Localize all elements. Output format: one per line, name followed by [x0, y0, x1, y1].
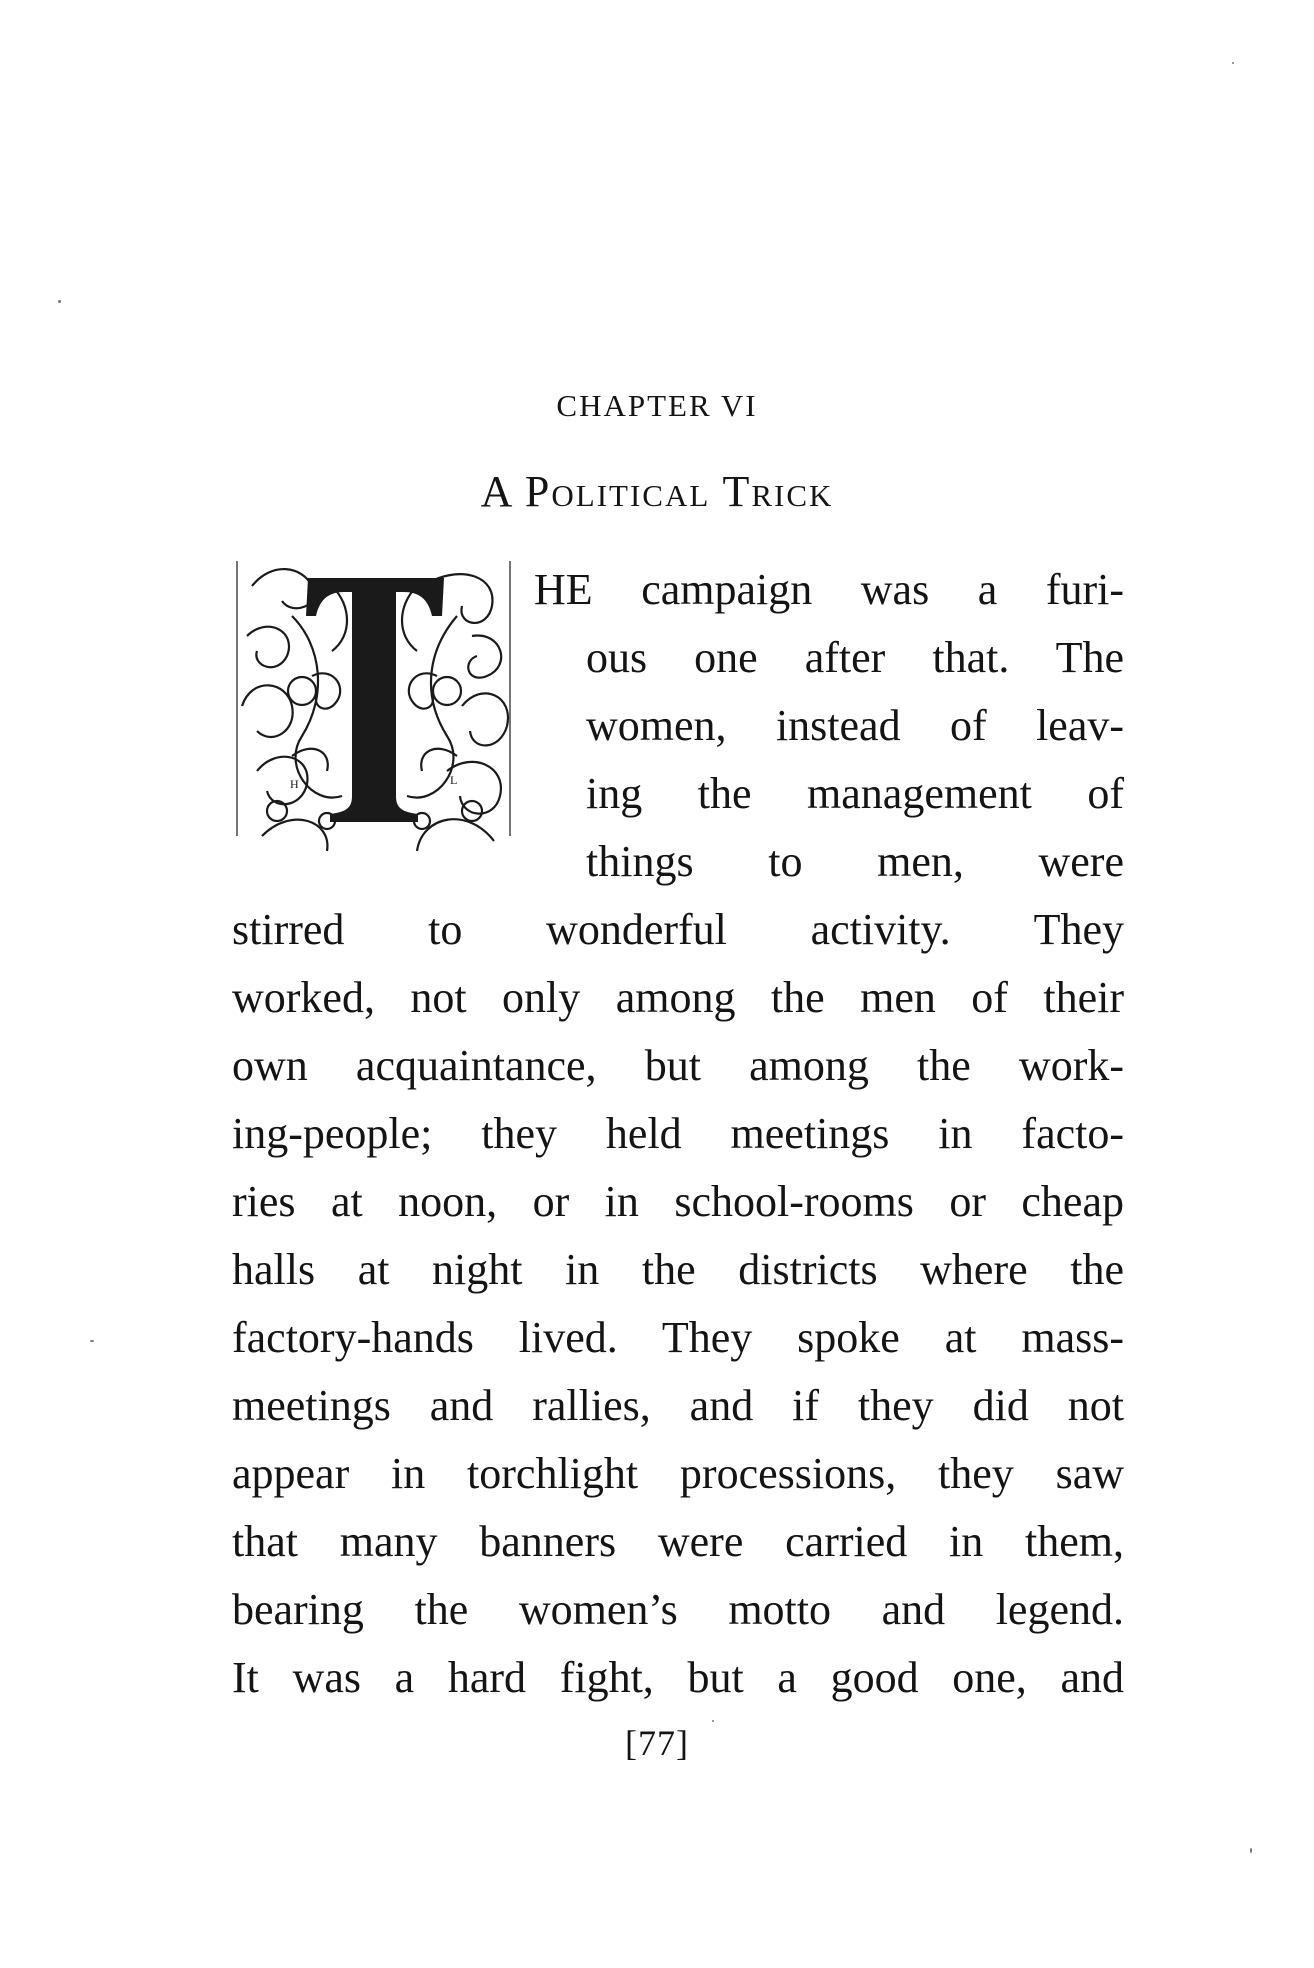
- engraver-initial-h: H: [290, 777, 299, 791]
- body-line: HE campaign was a furi-: [534, 565, 1124, 614]
- ornamental-initial-icon: [232, 556, 516, 862]
- body-line: that many banners were carried in them,: [232, 1517, 1124, 1566]
- scan-speck: [58, 300, 61, 303]
- body-line: halls at night in the districts where the: [232, 1245, 1124, 1294]
- scan-speck: [1250, 1848, 1252, 1853]
- body-line: bearing the women’s motto and legend.: [232, 1585, 1124, 1634]
- body-line: meetings and rallies, and if they did not: [232, 1381, 1124, 1430]
- body-line: ing the management of: [586, 769, 1124, 818]
- body-line: ous one after that. The: [586, 633, 1124, 682]
- scan-speck: [1232, 62, 1234, 64]
- scan-speck: [712, 1720, 714, 1722]
- body-line: It was a hard fight, but a good one, and: [232, 1653, 1124, 1702]
- page-number: [77]: [625, 1723, 689, 1763]
- body-line: women, instead of leav-: [586, 701, 1124, 750]
- scan-speck: [90, 1340, 94, 1342]
- chapter-title: A Political Trick: [480, 467, 834, 516]
- body-line: appear in torchlight processions, they saw: [232, 1449, 1124, 1498]
- body-line: worked, not only among the men of their: [232, 973, 1124, 1022]
- body-line: ing-people; they held meetings in facto-: [232, 1109, 1124, 1158]
- body-line: factory-hands lived. They spoke at mass-: [232, 1313, 1124, 1362]
- body-line: stirred to wonderful activity. They: [232, 905, 1124, 954]
- body-line: ries at noon, or in school-rooms or cheap: [232, 1177, 1124, 1226]
- body-line: things to men, were: [586, 837, 1124, 886]
- chapter-label: CHAPTER VI: [556, 388, 758, 423]
- engraver-initial-l: L: [450, 773, 458, 787]
- body-line: own acquaintance, but among the work-: [232, 1041, 1124, 1090]
